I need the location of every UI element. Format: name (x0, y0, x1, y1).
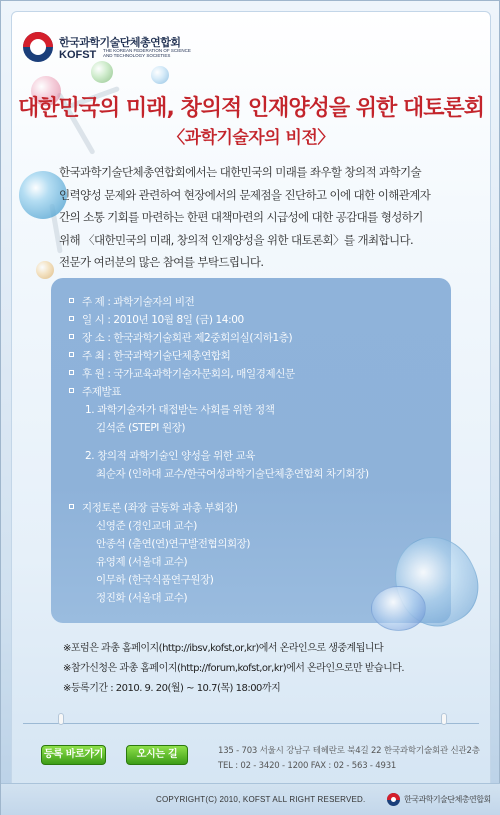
intro-line: 한국과학기술단체총연합회에서는 대한민국의 미래를 좌우할 창의적 과학기술 (59, 165, 422, 179)
panelist: 이무하 (한국식품연구원장) (96, 574, 214, 586)
page-subtitle: 〈과학기술자의 비전〉 (168, 128, 334, 148)
intro-line: 간의 소통 기회를 마련하는 한편 대책마련의 시급성에 대한 공감대를 형성하기 (59, 210, 423, 224)
presentation-2-speaker: 최순자 (인하대 교수/한국여성과학기술단체총연합회 차기회장) (96, 468, 369, 480)
detail-topic-text: 주 제 : 과학기술자의 비전 (82, 296, 195, 308)
detail-topic (69, 294, 194, 309)
bullet-square-icon (69, 388, 74, 393)
register-button[interactable]: 등록 바로가기 (41, 745, 106, 765)
kofst-emblem-icon (387, 793, 400, 806)
notice-forum-stream: ※포럼은 과총 홈페이지(http://ibsv,kofst,or,kr)에서 온라인으로 생중계됩니다 (63, 643, 384, 654)
directions-button[interactable]: 오시는 길 (126, 745, 188, 765)
address-line: 135 - 703 서울시 강남구 테헤란로 북4길 22 한국과학기술회관 신관2층 (218, 746, 480, 756)
detail-panel-heading (69, 500, 238, 515)
presentation-1-title: 1. 과학기술자가 대접받는 사회를 위한 정책 (85, 404, 275, 416)
panelist: 신영준 (경인교대 교수) (96, 520, 197, 532)
bullet-square-icon (69, 370, 74, 375)
detail-sponsor (69, 366, 295, 381)
logo-abbr: KOFST (59, 49, 97, 61)
phone-fax-line: TEL : 02 - 3420 - 1200 FAX : 02 - 563 - 4931 (218, 761, 397, 771)
detail-datetime-text: 일 시 : 2010년 10월 8일 (금) 14:00 (82, 314, 244, 326)
intro-line: 전문가 여러분의 많은 참여를 부탁드립니다. (59, 255, 264, 269)
detail-venue (69, 330, 292, 345)
presentation-1-speaker: 김석준 (STEPI 원장) (96, 422, 186, 434)
detail-datetime (69, 312, 244, 327)
bullet-square-icon (69, 352, 74, 357)
logo-english-name: THE KOREAN FEDERATION OF SCIENCE AND TECHNOLOGY SOCIETIES (103, 48, 191, 58)
presentation-2-title: 2. 창의적 과학기술인 양성을 위한 교육 (85, 450, 256, 462)
contact-address (218, 744, 480, 774)
notice-registration: ※참가신청은 과총 홈페이지(http://forum,kofst,or,kr)에서 온라인으로만 받습니다. (63, 663, 405, 674)
detail-host-text: 주 최 : 한국과학기술단체총연합회 (82, 350, 231, 362)
bullet-square-icon (69, 504, 74, 509)
event-details-panel (51, 278, 451, 623)
presentations-heading-text: 주제발표 (82, 386, 121, 398)
logo-korean-name: 한국과학기술단체총연합회 (59, 36, 181, 49)
detail-sponsor-text: 후 원 : 국가교육과학기술자문회의, 매일경제신문 (82, 368, 295, 380)
flask-decoration (371, 586, 426, 631)
pin-decoration (441, 713, 447, 725)
kofst-logo[interactable] (23, 29, 193, 65)
detail-host (69, 348, 230, 363)
section-divider (23, 723, 479, 724)
footer (1, 783, 500, 815)
intro-line: 위해 〈대한민국의 미래, 창의적 인재양성을 위한 대토론회〉를 개최합니다. (59, 232, 414, 247)
panel-heading-text: 지정토론 (좌장 금동화 과총 부회장) (82, 502, 238, 514)
kofst-emblem-icon (23, 32, 53, 62)
bullet-square-icon (69, 298, 74, 303)
footer-logo[interactable] (387, 791, 497, 809)
pin-decoration (58, 713, 64, 725)
page-title: 대한민국의 미래, 창의적 인재양성을 위한 대토론회 (18, 96, 484, 121)
copyright-text: COPYRIGHT(C) 2010, KOFST ALL RIGHT RESERVED. (156, 795, 366, 804)
panelist: 정진화 (서울대 교수) (96, 592, 188, 604)
molecule-ball-decoration (36, 261, 54, 279)
intro-text (59, 161, 479, 274)
detail-presentations-heading (69, 384, 121, 399)
bullet-square-icon (69, 316, 74, 321)
footer-org-name: 한국과학기술단체총연합회 (404, 795, 491, 804)
detail-venue-text: 장 소 : 한국과학기술회관 제2중회의실(지하1층) (82, 332, 293, 344)
panelist: 유영제 (서울대 교수) (96, 556, 188, 568)
molecule-ball-decoration (151, 66, 169, 84)
panelist: 안종석 (출연(연)연구발전협의회장) (96, 538, 251, 550)
intro-line: 인력양성 문제와 관련하여 현장에서의 문제점을 진단하고 이에 대한 이해관계자 (59, 187, 431, 202)
bullet-square-icon (69, 334, 74, 339)
notice-period: ※등록기간 : 2010. 9. 20(월) ~ 10.7(목) 18:00까지 (63, 683, 281, 694)
